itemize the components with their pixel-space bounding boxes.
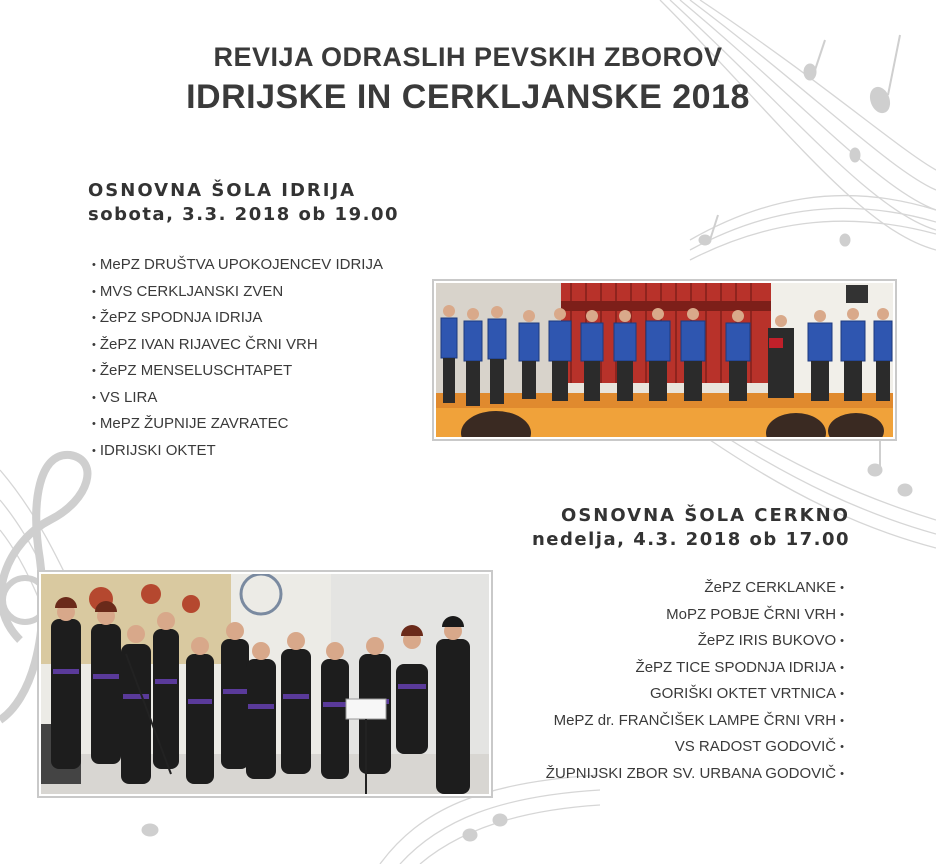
venue-idrija: OSNOVNA ŠOLA IDRIJA: [88, 180, 357, 201]
list-item: ŽePZ CERKLANKE •: [546, 575, 848, 602]
photo-male-choir: [432, 279, 897, 441]
bullet-icon: •: [92, 365, 96, 377]
bullet-icon: •: [92, 338, 96, 351]
bullet-icon: •: [92, 259, 96, 271]
list-item: • IDRIJSKI OKTET: [88, 438, 383, 465]
bullet-icon: •: [92, 285, 96, 298]
poster-title-line2: IDRIJSKE IN CERKLJANSKE 2018: [186, 78, 750, 116]
list-item: ŽePZ IRIS BUKOVO •: [546, 628, 848, 655]
list-item: • MePZ DRUŠTVA UPOKOJENCEV IDRIJA: [88, 252, 383, 279]
bullet-icon: •: [840, 714, 844, 727]
choir-list-cerkno: [546, 575, 848, 787]
bullet-icon: •: [840, 608, 844, 621]
bullet-icon: •: [92, 391, 96, 404]
list-item: • MVS CERKLJANSKI ZVEN: [88, 279, 383, 306]
bullet-icon: •: [92, 418, 96, 430]
list-item: MoPZ POBJE ČRNI VRH •: [546, 602, 848, 629]
bullet-icon: •: [840, 688, 844, 700]
bullet-icon: •: [840, 635, 844, 647]
bullet-icon: •: [840, 741, 844, 753]
choir-list-idrija: [88, 252, 383, 464]
bullet-icon: •: [92, 312, 96, 324]
list-item: VS RADOST GODOVIČ •: [546, 734, 848, 761]
list-item: • VS LIRA: [88, 385, 383, 412]
date-idrija: sobota, 3.3. 2018 ob 19.00: [88, 204, 399, 225]
poster-title-line1: REVIJA ODRASLIH PEVSKIH ZBOROV: [213, 42, 723, 72]
choir-photo-illustration: [436, 283, 893, 437]
list-item: • ŽePZ SPODNJA IDRIJA: [88, 305, 383, 332]
venue-cerkno: OSNOVNA ŠOLA CERKNO: [561, 505, 850, 526]
list-item: • ŽePZ IVAN RIJAVEC ČRNI VRH: [88, 332, 383, 359]
list-item: ŽUPNIJSKI ZBOR SV. URBANA GODOVIČ •: [546, 761, 848, 788]
bullet-icon: •: [840, 582, 844, 594]
date-cerkno: nedelja, 4.3. 2018 ob 17.00: [531, 529, 850, 550]
photo-women-choir: [37, 570, 493, 798]
list-item: MePZ dr. FRANČIŠEK LAMPE ČRNI VRH •: [546, 708, 848, 735]
choir-photo-illustration: [41, 574, 489, 794]
list-item: • MePZ ŽUPNIJE ZAVRATEC: [88, 411, 383, 438]
list-item: • ŽePZ MENSELUSCHTAPET: [88, 358, 383, 385]
list-item: GORIŠKI OKTET VRTNICA •: [546, 681, 848, 708]
bullet-icon: •: [92, 444, 96, 457]
bullet-icon: •: [840, 661, 844, 674]
bullet-icon: •: [840, 767, 844, 780]
list-item: ŽePZ TICE SPODNJA IDRIJA •: [546, 655, 848, 682]
